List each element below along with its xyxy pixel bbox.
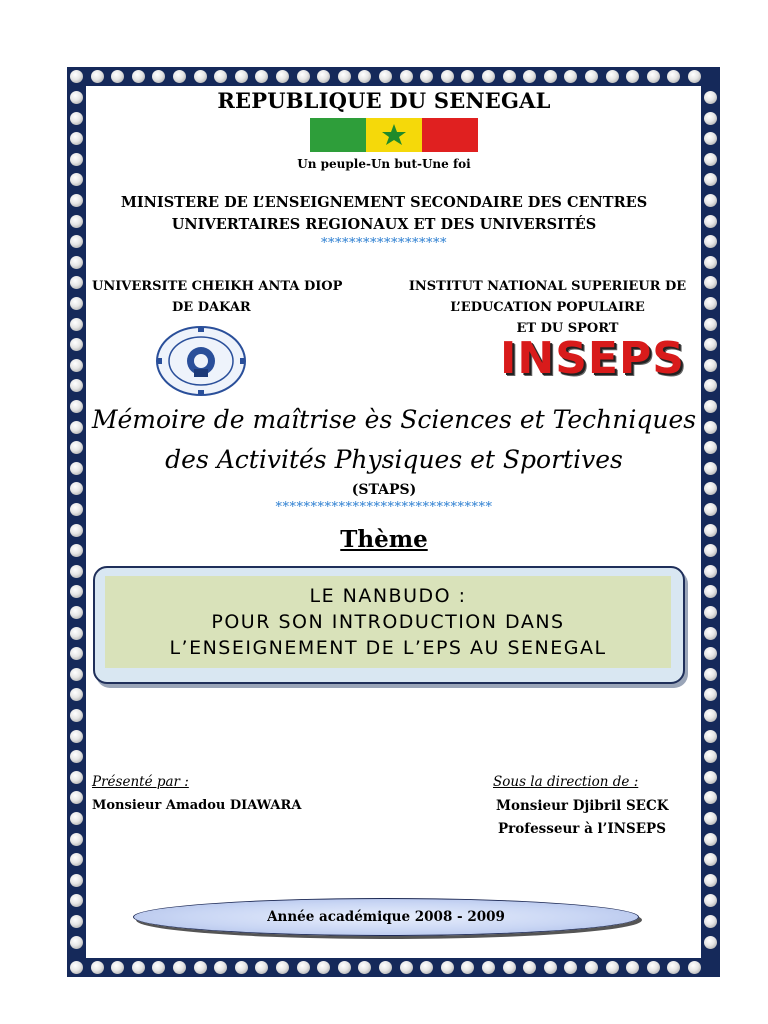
- border-dot: [704, 915, 717, 928]
- thesis-acronym: (STAPS): [351, 482, 417, 498]
- university-seal-logo: [154, 325, 248, 397]
- border-dot: [606, 961, 619, 974]
- border-dot: [70, 606, 83, 619]
- institute-name: [400, 276, 695, 339]
- institute-line-3: ET DU SPORT: [516, 321, 619, 336]
- flag-yellow-band: [366, 118, 422, 152]
- border-dot: [704, 730, 717, 743]
- border-dot: [297, 70, 310, 83]
- border-dot: [704, 421, 717, 434]
- border-dot: [704, 256, 717, 269]
- director-label: Sous la direction de :: [493, 774, 639, 790]
- republic-title: REPUBLIQUE DU SENEGAL: [217, 88, 551, 113]
- border-dot: [70, 112, 83, 125]
- border-dot: [70, 915, 83, 928]
- separator-stars: ******************: [321, 236, 447, 251]
- border-dot: [70, 833, 83, 846]
- border-dot: [276, 961, 289, 974]
- border-dot: [704, 462, 717, 475]
- border-dot: [544, 961, 557, 974]
- border-dot: [70, 730, 83, 743]
- border-dot: [688, 70, 701, 83]
- border-dot: [704, 359, 717, 372]
- institute-line-1: INSTITUT NATIONAL SUPERIEUR DE: [408, 279, 687, 294]
- border-dot: [606, 70, 619, 83]
- border-dot: [173, 70, 186, 83]
- border-dot: [70, 709, 83, 722]
- border-dot: [688, 961, 701, 974]
- border-dot: [704, 833, 717, 846]
- border-dot: [704, 709, 717, 722]
- theme-heading: Thème: [340, 526, 428, 553]
- border-dot: [704, 565, 717, 578]
- border-dot: [70, 70, 83, 83]
- border-dot: [704, 627, 717, 640]
- border-dot: [70, 462, 83, 475]
- inseps-logo: INSEPS: [500, 333, 685, 384]
- academic-year-badge: [133, 898, 639, 936]
- presenter-label: Présenté par :: [92, 774, 189, 790]
- border-dot: [338, 961, 351, 974]
- institute-line-2: L’EDUCATION POPULAIRE: [450, 300, 645, 315]
- national-motto: Un peuple-Un but-Une foi: [297, 157, 471, 171]
- flag-star-icon: [366, 118, 422, 152]
- border-dot: [503, 961, 516, 974]
- university-line-2: DE DAKAR: [172, 300, 251, 315]
- border-dot: [441, 961, 454, 974]
- border-dot: [70, 812, 83, 825]
- ministry-line-2: UNIVERTAIRES REGIONAUX ET DES UNIVERSITÉS: [171, 216, 597, 233]
- border-dot: [482, 70, 495, 83]
- border-dot: [503, 70, 516, 83]
- border-dot: [70, 771, 83, 784]
- ministry-line-1: MINISTERE DE L’ENSEIGNEMENT SECONDAIRE DES CENTRES: [120, 194, 648, 211]
- border-dot: [338, 70, 351, 83]
- border-dot: [70, 400, 83, 413]
- presenter-name: Monsieur Amadou DIAWARA: [92, 798, 302, 813]
- border-dot: [132, 961, 145, 974]
- theme-line-1: LE NANBUDO :: [309, 585, 467, 607]
- border-dot: [544, 70, 557, 83]
- border-dot: [585, 70, 598, 83]
- border-dot: [297, 961, 310, 974]
- border-dot: [704, 318, 717, 331]
- border-dot: [70, 318, 83, 331]
- border-dot: [194, 961, 207, 974]
- border-dot: [70, 936, 83, 949]
- theme-text-panel: [105, 576, 671, 668]
- theme-line-2: POUR SON INTRODUCTION DANS: [211, 611, 565, 633]
- border-dot: [70, 256, 83, 269]
- border-dot: [704, 668, 717, 681]
- border-dot: [70, 627, 83, 640]
- director-role: Professeur à l’INSEPS: [498, 821, 666, 837]
- senegal-flag: [310, 118, 478, 152]
- flag-green-band: [310, 118, 366, 152]
- flag-red-band: [422, 118, 478, 152]
- border-dot: [704, 812, 717, 825]
- border-dot: [70, 668, 83, 681]
- university-line-1: UNIVERSITE CHEIKH ANTA DIOP: [92, 279, 343, 294]
- border-dot: [276, 70, 289, 83]
- theme-box: [93, 566, 685, 684]
- separator-stars-2: *******************************: [275, 500, 493, 515]
- ministry-name: [0, 192, 768, 236]
- border-dot: [70, 297, 83, 310]
- theme-line-3: L’ENSEIGNEMENT DE L’EPS AU SENEGAL: [169, 637, 607, 659]
- border-dot: [400, 70, 413, 83]
- border-dot: [400, 961, 413, 974]
- border-dot: [173, 961, 186, 974]
- border-dot: [704, 874, 717, 887]
- border-dot: [70, 961, 83, 974]
- border-dot: [70, 421, 83, 434]
- border-dot: [704, 112, 717, 125]
- university-name: [92, 276, 352, 318]
- border-dot: [379, 70, 392, 83]
- border-dot: [647, 70, 660, 83]
- border-dot: [235, 70, 248, 83]
- border-dot: [70, 874, 83, 887]
- border-dot: [482, 961, 495, 974]
- border-dot: [235, 961, 248, 974]
- border-dot: [70, 359, 83, 372]
- border-dot: [704, 936, 717, 949]
- border-dot: [704, 400, 717, 413]
- border-dot: [91, 70, 104, 83]
- thesis-title-line-1: Mémoire de maîtrise ès Sciences et Techniques: [91, 405, 697, 434]
- border-dot: [132, 70, 145, 83]
- border-dot: [704, 297, 717, 310]
- border-dot: [441, 70, 454, 83]
- border-dot: [704, 606, 717, 619]
- border-dot: [704, 771, 717, 784]
- border-dot: [647, 961, 660, 974]
- academic-year-text: Année académique 2008 - 2009: [267, 909, 505, 925]
- border-dot: [379, 961, 392, 974]
- border-dot: [70, 565, 83, 578]
- director-name: Monsieur Djibril SECK: [496, 798, 669, 814]
- border-dot: [91, 961, 104, 974]
- thesis-title-line-2: des Activités Physiques et Sportives: [165, 445, 623, 474]
- border-dot: [194, 70, 207, 83]
- border-dot: [585, 961, 598, 974]
